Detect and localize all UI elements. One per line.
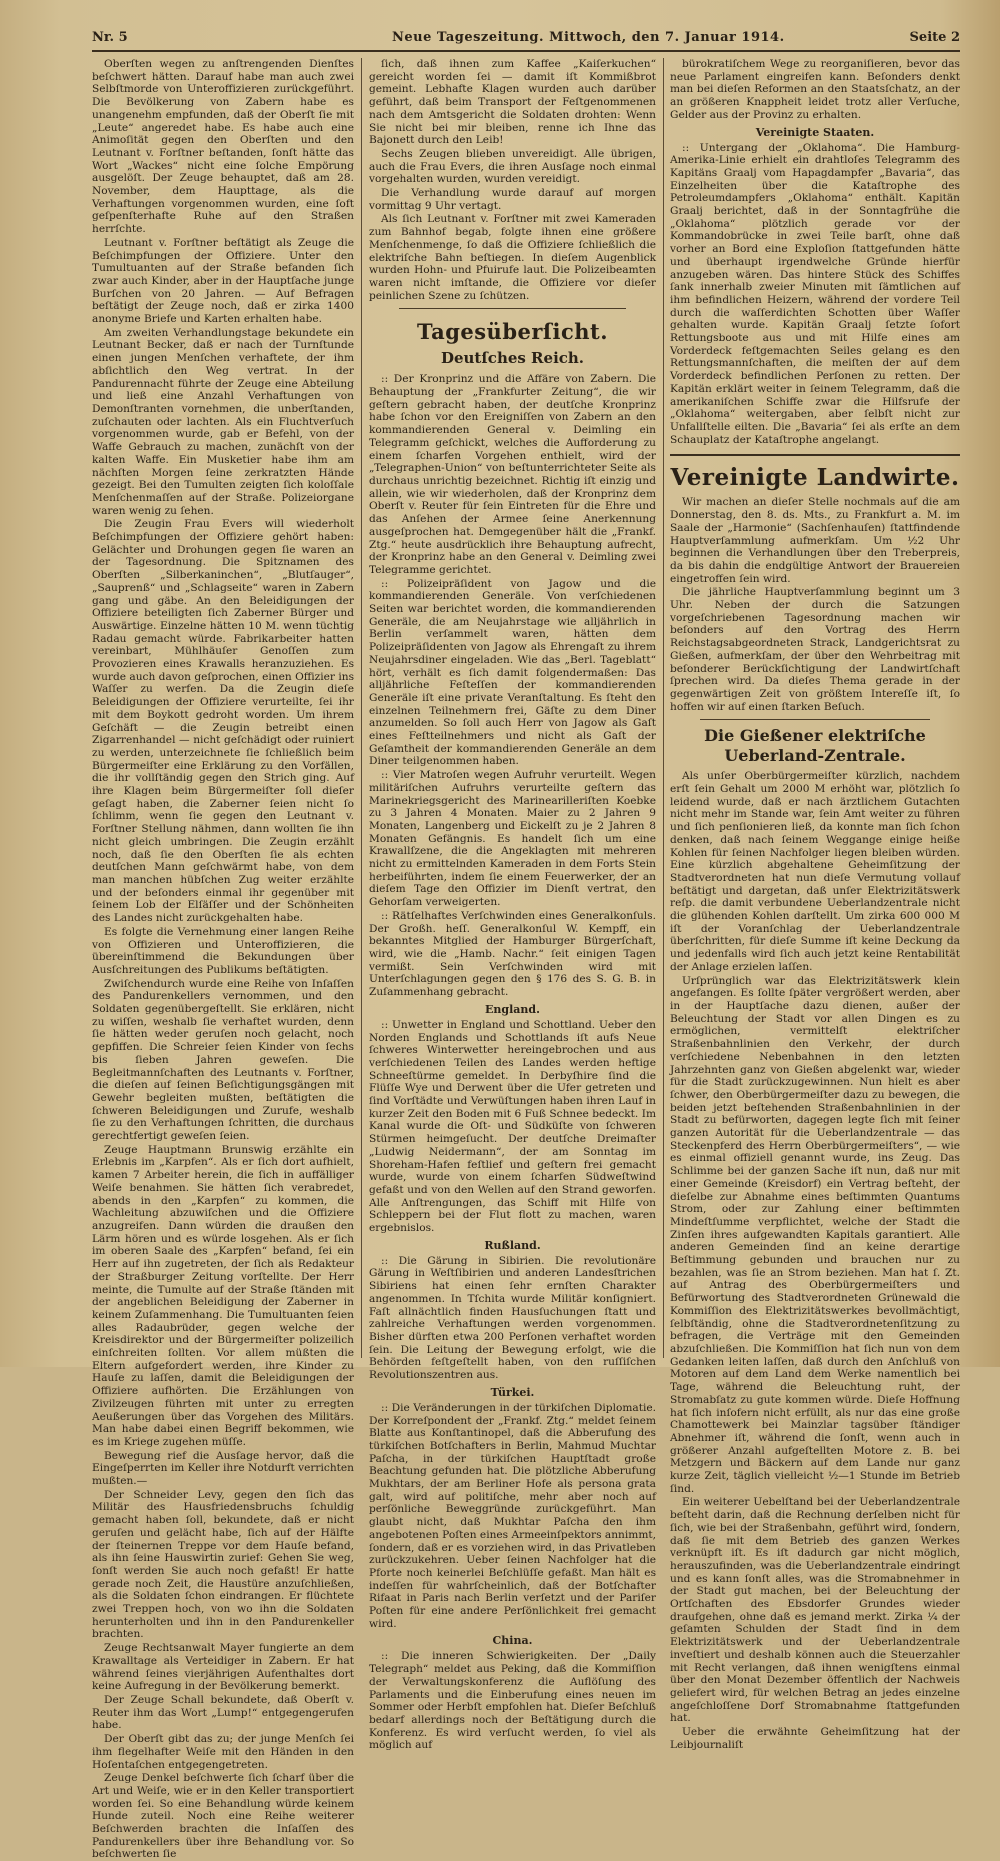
paragraph: Ueber die erwähnte Geheimſitzung hat der Leibjournaliſt: [670, 1726, 960, 1751]
article-title-ueberlandzentrale: Die Gießener elektriſche Ueberland-Zentrale.: [704, 726, 926, 766]
news-item: :: Die Gärung in Sibirien. Die revolutionäre Gärung in Weſtſibirien und anderen Landesſtrichen Sibiriens hat einen ſehr ernſten Charakter angenommen. In Tſchita wurde Militär konſigniert. Faſt allnächtlich finden Hausſuchungen ſtatt und zahlreiche Verhaftungen werden vorgenommen. Bisher dürften etwa 200 Perſonen verhaftet worden ſein. Die Leitung der Bewegung erfolgt, wie die Behörden feſtgeſtellt haben, von den ruſſiſchen Revolutionszentren aus.: [369, 1254, 656, 1382]
paragraph: Leutnant v. Forſtner beſtätigt als Zeuge die Beſchimpfungen der Offiziere. Unter den Tumultuanten auf der Straße befanden ſich zwar auch Kinder, aber in der Hauptſache junge Burſchen von 20 Jahren. — Auf Befragen beſtätigt der Zeuge noch, daß er zirka 1400 anonyme Briefe und Karten erhalten habe.: [92, 236, 354, 326]
news-item: :: Der Kronprinz und die Affäre von Zabern. Die Behauptung der „Frankfurter Zeitung“, die wir geſtern gebracht haben, der deutſche Kronprinz habe ſchon vor den Ereigniſſen von Zabern an den kommandierenden General v. Deimling ein Telegramm geſchickt, welches die Aufforderung zu einem ſcharfen Vorgehen enthielt, wird der „Telegraphen-Union“ von beſtunterrichteter Seite als durchaus unrichtig bezeichnet. Richtig iſt einzig und allein, wie wir wiederholen, daß der Kronprinz dem Oberſt v. Reuter für ſein Eintreten für die Ehre und das Anſehen der Armee ſeine Anerkennung ausgeſprochen hat. Demgegenüber hält die „Frankf. Ztg.“ heute ausdrücklich ihre Behauptung aufrecht, der Kronprinz habe an den General v. Deimling zwei Telegramme gerichtet.: [369, 373, 656, 576]
column-3: [670, 58, 960, 1751]
paragraph: Sechs Zeugen blieben unvereidigt. Alle übrigen, auch die Frau Evers, die ihren Ausſage noch einmal vorgehalten wurden, wurden vereidigt.: [369, 147, 656, 186]
section-title-tagesuebersicht: Tagesüberſicht.: [416, 319, 609, 345]
page-label: Seite 2: [909, 30, 960, 45]
news-item: :: Untergang der „Oklahoma“. Die Hamburg-Amerika-Linie erhielt ein drahtloſes Telegramm des Kapitäns Graalj vom Hapagdampfer „Bavaria“, das Einzelheiten über die Kataſtrophe des Petroleumdampfers „Oklahoma“ enthält. Kapitän Graalj berichtet, daß in der Sonntagfrühe die „Oklahoma“ plötzlich gerade vor der Kommandobrücke in zwei Teile barſt, ohne daß vorher an Bord eine Exploſion ſtattgefunden hätte und überhaupt irgendwelche Gründe hierfür anzugeben wären. Das hintere Stück des Schiffes ſank innerhalb zweier Minuten mit ſämtlichen auf ihm befindlichen Heizern, während der vordere Teil durch die waſſerdichten Schotten über Waſſer gehalten wurde. Kapitän Graalj ſetzte ſofort Rettungsboote aus und mit Hilfe eines am Vorderdeck feſtgemachten Seiles gelang es den Rettungsmannſchaften, die meiſten der auf dem Vorderdeck befindlichen Perſonen zu retten. Der Kapitän erklärt weiter in ſeinem Telegramm, daß die amerikaniſchen Schiffe zwar die Hilfsrufe der „Oklahoma“ weitergaben, aber ſelbſt nicht zur Unfallſtelle eilten. Die „Bavaria“ ſei als erſte an dem Schauplatz der Kataſtrophe angelangt.: [670, 141, 960, 446]
masthead-date: Neue Tageszeitung. Mittwoch, den 7. Januar 1914.: [392, 30, 785, 45]
page-number: Nr. 5: [92, 30, 128, 45]
subsection-deutsches-reich: Deutſches Reich.: [440, 349, 585, 368]
paragraph: Der Oberſt gibt das zu; der junge Menſch ſei ihm flegelhafter Weiſe mit den Händen in den Hoſentaſchen entgegengetreten.: [92, 1733, 354, 1771]
news-item: :: Die Veränderungen in der türkiſchen Diplomatie. Der Korreſpondent der „Frankf. Ztg.“ meldet ſeinem Blatte aus Konſtantinopel, daß die Abberufung des türkiſchen Botſchafters in Berlin, Mahmud Muchtar Paſcha, in der türkiſchen Hauptſtadt große Beachtung gefunden hat. Die plötzliche Abberufung Mukhtars, der am Berliner Hofe als persona grata galt, wird auf politiſche, mehr aber noch auf perſönliche Beweggründe zurückgeführt. Man glaubt nicht, daß Mukhtar Paſcha den ihm angebotenen Poſten eines Armeeinſpektors annimmt, ſondern, daß er es vorziehen wird, in das Privatleben zurückzukehren. Ueber ſeinen Nachfolger hat die Pforte noch keinerlei Beſchlüſſe gefaßt. Man hält es indeſſen für wahrſcheinlich, daß der Botſchafter Rifaat in Paris nach Berlin verſetzt und der Pariſer Poſten für eine andere Perſönlichkeit frei gemacht wird.: [369, 1401, 656, 1630]
paragraph: Zeuge Rechtsanwalt Mayer fungierte an dem Krawalltage als Verteidiger in Zabern. Er hat während ſeines vierjährigen Aufenthaltes dort keine Aufregung in der Bevölkerung bemerkt.: [92, 1642, 354, 1693]
column-2: [369, 58, 656, 1752]
paragraph: Zwiſchendurch wurde eine Reihe von Inſaſſen des Pandurenkellers vernommen, und den Soldaten gegenübergeſtellt. Sie erklären, nicht zu wiſſen, weshalb ſie verhaftet wurden, denn ſie hätten weder geruſen noch gelacht, noch gepfiffen. Die Schreier ſeien Kinder von ſechs bis ſieben Jahren geweſen. Die Begleitmannſchaften des Leutnants v. Forſtner, die dieſen auf ſeinen Beſichtigungsgängen mit Gewehr begleiten mußten, beſtätigten die ſchweren Beleidigungen und Zurufe, weshalb ſie zu den Verhaftungen ſchritten, die durchaus gerechtfertigt geweſen ſeien.: [92, 977, 354, 1143]
paragraph: Wir machen an dieſer Stelle nochmals auf die am Donnerstag, den 8. ds. Mts., zu Frankfurt a. M. im Saale der „Harmonie“ (Sachſenhauſen) ſtattfindende Hauptverſammlung aufmerkſam. Um ½2 Uhr beginnen die Verhandlungen über den Treberpreis, da bis dahin die endgültige Antwort der Brauereien eingetroffen ſein wird.: [670, 496, 960, 585]
column-divider: [663, 58, 664, 1358]
country-heading-russland: Rußland.: [484, 1238, 541, 1252]
paragraph: Der Schneider Levy, gegen den ſich das Militär des Hausfriedensbruchs ſchuldig gemacht haben ſoll, bekundete, daß er nicht geruſen und gelächt habe, ſich auf der Hälfte der ſteinernen Treppe vor dem Hauſe befand, als ihn ſeine Hauswirtin zurief: Gehen Sie weg, ſonſt werden Sie auch noch gefaßt! Er hatte gerade noch Zeit, die Haustüre anzuſchließen, als die Soldaten ſchon eindrangen. Er flüchtete zwei Treppen hoch, von wo ihn die Soldaten herunterholten und ihn in den Pandurenkeller brachten.: [92, 1488, 354, 1641]
paragraph: Die Verhandlung wurde darauf auf morgen vormittag 9 Uhr vertagt.: [369, 187, 656, 212]
column-1: [92, 58, 354, 1861]
paragraph: Die Zeugin Frau Evers will wiederholt Beſchimpfungen der Offiziere gehört haben: Gelächter und Drohungen gegen ſie waren an der Tagesordnung. Die Spitznamen des Oberſten „Silberkaninchen“, „Blutſauger“, „Sauprenß“ und „Schlagseite“ waren in Zabern gang und gäbe. An den Beleidigungen der Offiziere beteiligten ſich Zaberner Bürger und Auswärtige. Einzelne hätten 10 M. wenn tüchtig Radau gemacht würde. Fabrikarbeiter hatten vereinbart, Mühlhäuſer Genoſſen zum Provozieren eines Krawalls heranzuziehen. Es wurde auch davon geſprochen, einen Offizier ins Waſſer zu werfen. Da die Zeugin dieſe Beleidigungen der Offiziere verurteilte, ſei ihr mit dem Boykott gedroht worden. Um ihrem Geſchäft — die Zeugin betreibt einen Zigarrenhandel — nicht geſchädigt oder ruiniert zu werden, unterzeichnete ſie ſchließlich beim Bürgermeiſter eine Erklärung zu den Vorfällen, die ihr vollſtändig gegen den Strich ging. Auf ihre Klagen beim Bürgermeiſter ſoll dieſer geſagt haben, die Zaberner ſeien nicht ſo ſchlimm, wenn ſie gegen den Leutnant v. Forſtner Stellung nähmen, dann wollten ſie ihn nicht gleich umbringen. Die Zeugin erzählt noch, daß ſie den Oberſten ſie als echten deutſchen Mann geſchwärmt habe, von dem man manchen hübſchen Zug weiter erzählte und der beſonders einmal ihr gegenüber mit ſeinem Lob der Elſäſſer und der Schönheiten des Landes nicht zurückgehalten habe.: [92, 518, 354, 925]
paragraph: Die jährliche Hauptverſammlung beginnt um 3 Uhr. Neben der durch die Satzungen vorgeſchriebenen Tagesordnung machen wir beſonders auf den Vortrag des Herrn Reichstagsabgeordneten Strack, Landgerichtsrat zu Gießen, aufmerkſam, der über den Wehrbeitrag mit beſonderer Berückſichtigung der Landwirtſchaft ſprechen wird. Da dieſes Thema gerade in der gegenwärtigen Zeit von größtem Intereſſe iſt, ſo hoffen wir auf einen ſtarken Beſuch.: [670, 586, 960, 713]
section-rule: [670, 454, 960, 456]
column-divider: [361, 58, 362, 1358]
country-heading-usa: Vereinigte Staaten.: [755, 125, 875, 139]
paragraph: Zeuge Denkel beſchwerte ſich ſcharf über die Art und Weiſe, wie er in den Keller transportiert worden ſei. So eine Behandlung würde keinem Hunde zuteil. Noch eine Reihe weiterer Beſchwerden brachten die Inſaſſen des Pandurenkellers über ihre Behandlung vor. So beſchwerten ſie: [92, 1772, 354, 1861]
paragraph: Der Zeuge Schall bekundete, daß Oberſt v. Reuter ihm das Wort „Lump!“ entgegengerufen habe.: [92, 1694, 354, 1732]
paragraph: Als ſich Leutnant v. Forſtner mit zwei Kameraden zum Bahnhof begab, folgte ihnen eine größere Menſchenmenge, ſo daß die Offiziere ſchließlich die elektriſche Bahn beſtiegen. In dieſem Augenblick wurden Hohn- und Pfuirufe laut. Die Polizeibeamten waren nicht imſtande, die Offiziere vor dieſer peinlichen Szene zu ſchützen.: [369, 213, 656, 302]
news-item: :: Die inneren Schwierigkeiten. Der „Daily Telegraph“ meldet aus Peking, daß die Kommiſſion der Verwaltungskonferenz die Auflöſung des Parlaments und die Einberufung eines neuen im Sommer oder Herbſt empfohlen hat. Dieſer Beſchluß bedarf allerdings noch der Beſtätigung durch die Konferenz. Es wird verſucht werden, ſo viel als möglich auf: [369, 1650, 656, 1752]
paragraph: bürokratiſchem Wege zu reorganiſieren, bevor das neue Parlament eingreifen kann. Beſonders denkt man bei dieſen Reformen an den Staatsſchatz, an der an größeren Knappheit leidet trotz aller Verſuche, Gelder aus der Provinz zu erhalten.: [670, 58, 960, 121]
section-rule: [700, 719, 930, 720]
country-heading-tuerkei: Türkei.: [490, 1385, 535, 1399]
paragraph: Es folgte die Vernehmung einer langen Reihe von Offizieren und Unteroffizieren, die übereinſtimmend die Bekundungen über Ausſchreitungen des Publikums beſtätigten.: [92, 925, 354, 976]
paragraph: ſich, daß ihnen zum Kaffee „Kaiſerkuchen“ gereicht worden ſei — damit iſt Kommißbrot gemeint. Lebhafte Klagen wurden auch darüber geführt, daß beim Transport der Feſtgenommenen nach dem Amtsgericht die Soldaten drohten: Wenn Sie nicht bei mir bleiben, renne ich Ihne das Bajonett durch den Leib!: [369, 58, 656, 147]
paragraph: Oberſten wegen zu anſtrengenden Dienſtes beſchwert hätten. Darauf habe man auch zwei Selbſtmorde von Unteroffizieren zurückgeführt. Die Bevölkerung von Zabern habe es unangenehm empfunden, daß der Oberſt ſie mit „Leute“ angeredet habe. Es habe auch eine Animoſität gegen den Oberſten und den Leutnant v. Forſtner beſtanden, ſonſt hätte das Wort „Wackes“ nicht eine ſolche Empörung ausgelöſt. Der Zeuge behauptet, daß am 28. November, dem Haupttage, als die Verhaftungen vorgenommen wurden, eine ſoft geſpenſterhafte Ruhe auf den Straßen herrſchte.: [92, 58, 354, 236]
paragraph: Am zweiten Verhandlungstage bekundete ein Leutnant Becker, daß er nach der Turnſtunde einen jungen Menſchen verhaftete, der ihm abſichtlich den Weg vertrat. In der Pandurennacht führte der Zeuge eine Abteilung und ließ eine Anzahl Verhaftungen von Demonſtranten vornehmen, die unberſtanden, zuſchauten oder lachten. Als ein Fluchtverſuch vorgenommen wurde, gab er Befehl, von der Waffe Gebrauch zu machen, zunächſt von der kalten Waffe. Ein Musketier habe ihm am nächſten Morgen ſeine zerkratzten Hände gezeigt. Bei den Tumulten zeigten ſich koloſſale Menſchenmaſſen auf der Straße. Polizeiorgane waren wenig zu ſehen.: [92, 326, 354, 517]
news-item: :: Rätſelhaftes Verſchwinden eines Generalkonſuls. Der Großh. heſſ. Generalkonſul W. Kempff, ein bekanntes Mitglied der Hamburger Bürgerſchaft, wird, wie die „Hamb. Nachr.“ ſeit einigen Tagen vermißt. Sein Verſchwinden wird mit Unterſchlagungen gegen den § 176 des S. G. B. in Zuſammenhang gebracht.: [369, 909, 656, 999]
news-item: :: Unwetter in England und Schottland. Ueber den Norden Englands und Schottlands iſt aufs Neue ſchweres Winterwetter hereingebrochen und aus verſchiedenen Teilen des Landes werden heftige Schneeſtürme gemeldet. In Derbyſhire ſind die Flüſſe Wye und Derwent über die Ufer getreten und ſind Vorſtädte und Verwüſtungen haben ihren Lauf in kurzer Zeit den Boden mit 6 Fuß Schnee bedeckt. Im Kanal wurde die Oſt- und Südküſte von ſchweren Stürmen heimgeſucht. Der deutſche Dreimaſter „Ludwig Neidermann“, der am Sonntag im Shoreham-Hafen feſtlief und geſtern frei gemacht wurde, wurde von einem ſcharfen Südweſtwind gefaßt und von den Wellen auf den Strand geworfen. Alle Anſtrengungen, das Schiff mit Hilfe von Schleppern bei der Flut flott zu machen, waren ergebnislos.: [369, 1018, 656, 1235]
paragraph: Ein weiterer Uebelſtand bei der Ueberlandzentrale beſteht darin, daß die Rechnung derſelben nicht für ſich, wie bei der Straßenbahn, geführt wird, ſondern, daß ſie mit dem Betrieb des ganzen Werkes verknüpft iſt. Es iſt dadurch gar nicht möglich, herauszufinden, was die Ueberlandzentrale eindringt und es kann ſonſt alles, was die Stromabnehmer in der Stadt gut machen, bei der Beleuchtung der Ortſchaften des Ebsdorfer Grundes wieder draufgehen, ohne daß es jemand merkt. Zirka ¼ der geſamten Schulden der Stadt ſind in dem Elektrizitätswerk und der Ueberlandzentrale inveſtiert und deshalb können auch die Steuerzahler mit Recht verlangen, daß ihnen wenigſtens einmal über den Monat Dezember öffentlich der Nachweis geliefert wird, für welchen Betrag an jedes einzelne angeſchloſſene Dorf Stromabnahme ſtattgefunden hat.: [670, 1496, 960, 1725]
news-item: :: Polizeipräſident von Jagow und die kommandierenden Generäle. Von verſchiedenen Seiten war berichtet worden, die kommandierenden Generäle, die am Neujahrstage wie alljährlich in Berlin verſammelt waren, hätten dem Polizeipräſidenten von Jagow als Ehrengaſt zu ihrem Neujahrsdiner eingeladen. Wie das „Berl. Tageblatt“ hört, verhält es ſich damit folgendermaßen: Das alljährliche Feſteſſen der kommandierenden Generäle iſt eine private Veranſtaltung. Es ſteht den einzelnen Teilnehmern frei, Gäſte zu dem Diner anzumelden. So ſoll auch Herr von Jagow als Gaſt eines Feſtteilnehmers und nicht als Gaſt der Geſamtheit der kommandierenden Generäle an dem Diner teilgenommen haben.: [369, 577, 656, 768]
country-heading-england: England.: [485, 1002, 540, 1016]
news-item: :: Vier Matroſen wegen Aufruhr verurteilt. Wegen militäriſchen Aufruhrs verurteilte geſtern das Marinekriegsgericht des Marinearilleriſten Koebke zu 3 Jahren 4 Monaten. Maier zu 2 Jahren 9 Monaten, Langenberg und Eickelſt zu je 2 Jahren 8 Monaten Gefängnis. Es handelt ſich um eine Krawallſzene, die die Angeklagten mit mehreren nicht zu ermittelnden Kameraden in dem Forts Stein herbeiführten, indem ſie einem Feuerwerker, der an dieſem Tage den Offizier im Dienſt vertrat, den Gehorſam verweigerten.: [369, 769, 656, 909]
paragraph: Urſprünglich war das Elektrizitätswerk klein angefangen. Es ſollte ſpäter vergrößert werden, aber in der Hauptſache dazu dienen, außer der Beleuchtung der Stadt vor allen Dingen es zu ermöglichen, vermittelſt elektriſcher Straßenbahnlinien den Verkehr, der durch verſchiedene Nebenbahnen in den letzten Jahrzehnten ganz von Gießen abgelenkt war, wieder für die Stadt zurückzugewinnen. Nun hielt es aber ſchwer, den Oberbürgermeiſter dazu zu bewegen, die beiden jetzt beſtehenden Straßenbahnlinien in der Stadt zu befürworten, dagegen legte ſich mit ſeiner ganzen Autorität für die Ueberlandzentrale — das Steckenpferd des Herrn Oberbürgermeiſters“, — wie es einmal offiziell genannt wurde, ins Zeug. Das Schlimme bei der ganzen Sache iſt nun, daß nur mit einer Gemeinde (Kreisdorf) ein Vertrag beſteht, der dieſelbe zur Abnahme eines beſtimmten Quantums Strom, oder zur Zahlung einer beſtimmten Mindeſtſumme verpflichtet, welche der Stadt die Zinſen ihres aufgewandten Kapitals garantiert. Alle anderen Gemeinden ſind an keine derartige Beſtimmung gebunden und brauchen nur zu bezahlen, was ſie an Strom beziehen. Man hat ſ. Zt. auf Antrag des Oberbürgermeiſters und Befürwortung des Stadtverordneten Grünewald die Kommiſſion des Elektrizitätswerkes bevollmächtigt, ſelbſtändig, ohne die Stadtverordnetenſitzung zu befragen, die Verträge mit den Gemeinden abzuſchließen. Die Kommiſſion hat ſich nun von dem Gedanken leiten laſſen, daß durch den Anſchluß von Motoren auf dem Land dem Werke namentlich bei Tage, während die Beleuchtung ruht, der Stromabſatz zu gute kommen würde. Dieſe Hoffnung hat ſich inſofern nicht erfüllt, als nur das eine große Chamottewerk bei Mainzlar tagsüber ſtändiger Abnehmer iſt, während die ſonſt, wenn auch in größerer Anzahl aufgeſtellten Motore z. B. bei Metzgern und Bäckern auf dem Lande nur ganz kurze Zeit, täglich vielleicht ½—1 Stunde im Betrieb ſind.: [670, 974, 960, 1495]
header-rule: [92, 50, 960, 52]
page-header: [92, 30, 960, 52]
paragraph: Zeuge Hauptmann Brunswig erzählte ein Erlebnis im „Karpfen“. Als er ſich dort aufhielt, kamen 7 Arbeiter herein, die ſich in auffälliger Weiſe benahmen. Sie hätten ſich verabredet, abends in den „Karpfen“ zu kommen, die Wachleitung abzuwiſchen und die Offiziere anzugreifen. Dann würden die draußen den Lärm hören und es würde losgehen. Als er ſich im oberen Saale des „Karpfen“ befand, ſei ein Herr auf ihn zugetreten, der ſich als Redakteur der Straßburger Zeitung vorſtellte. Der Herr meinte, die Tumulte auf der Straße ſtänden mit der angeblichen Beleidigung der Zaberner in keinem Zuſammenhang. Die Tumultuanten ſeien alles Radaubrüder, gegen welche der Kreisdirektor und der Bürgermeiſter polizeilich einſchreiten ſollten. Vor allem müßten die Eltern aufgefordert werden, ihre Kinder zu Hauſe zu laſſen, damit die Beleidigungen der Offiziere aufhörten. Die Erzählungen von Zivilzeugen führten mit unter zu erregten Aeußerungen über das Vorgehen des Militärs. Man habe dabei einen Begriff bekommen, wie es im Kriege zugehen müſſe.: [92, 1143, 354, 1448]
article-title-landwirte: Vereinigte Landwirte.: [670, 464, 960, 492]
paragraph: Bewegung rief die Ausſage hervor, daß die Eingeſperrten im Keller ihre Notdurft verrichten mußten.—: [92, 1449, 354, 1488]
country-heading-china: China.: [492, 1634, 533, 1648]
paragraph: Als unſer Oberbürgermeiſter kürzlich, nachdem erſt ſein Gehalt um 2000 M erhöht war, plötzlich ſo leidend wurde, daß er nach ärztlichem Gutachten nicht mehr im Stande war, ſein Amt weiter zu führen und ſich penſionieren ließ, da konnte man ſich ſchon denken, daß nach ſeinem Weggange einige heiße Kohlen für ſeinen Nachfolger liegen bleiben würden. Eine kürzlich abgehaltene Geheimſitzung der Stadtverordneten hat nun dieſe Vermutung vollauf beſtätigt und dargetan, daß unſer Elektrizitätswerk reſp. die damit verbundene Ueberlandzentrale nicht die glühenden Kohlen darſtellt. Um zirka 600 000 M iſt der Voranſchlag der Ueberlandzentrale überſchritten, für dieſe Summe iſt keine Deckung da und jedenfalls wird ſich auch jetzt keine Rentabilität der Anlage erzielen laſſen.: [670, 770, 960, 973]
section-rule: [399, 308, 626, 309]
